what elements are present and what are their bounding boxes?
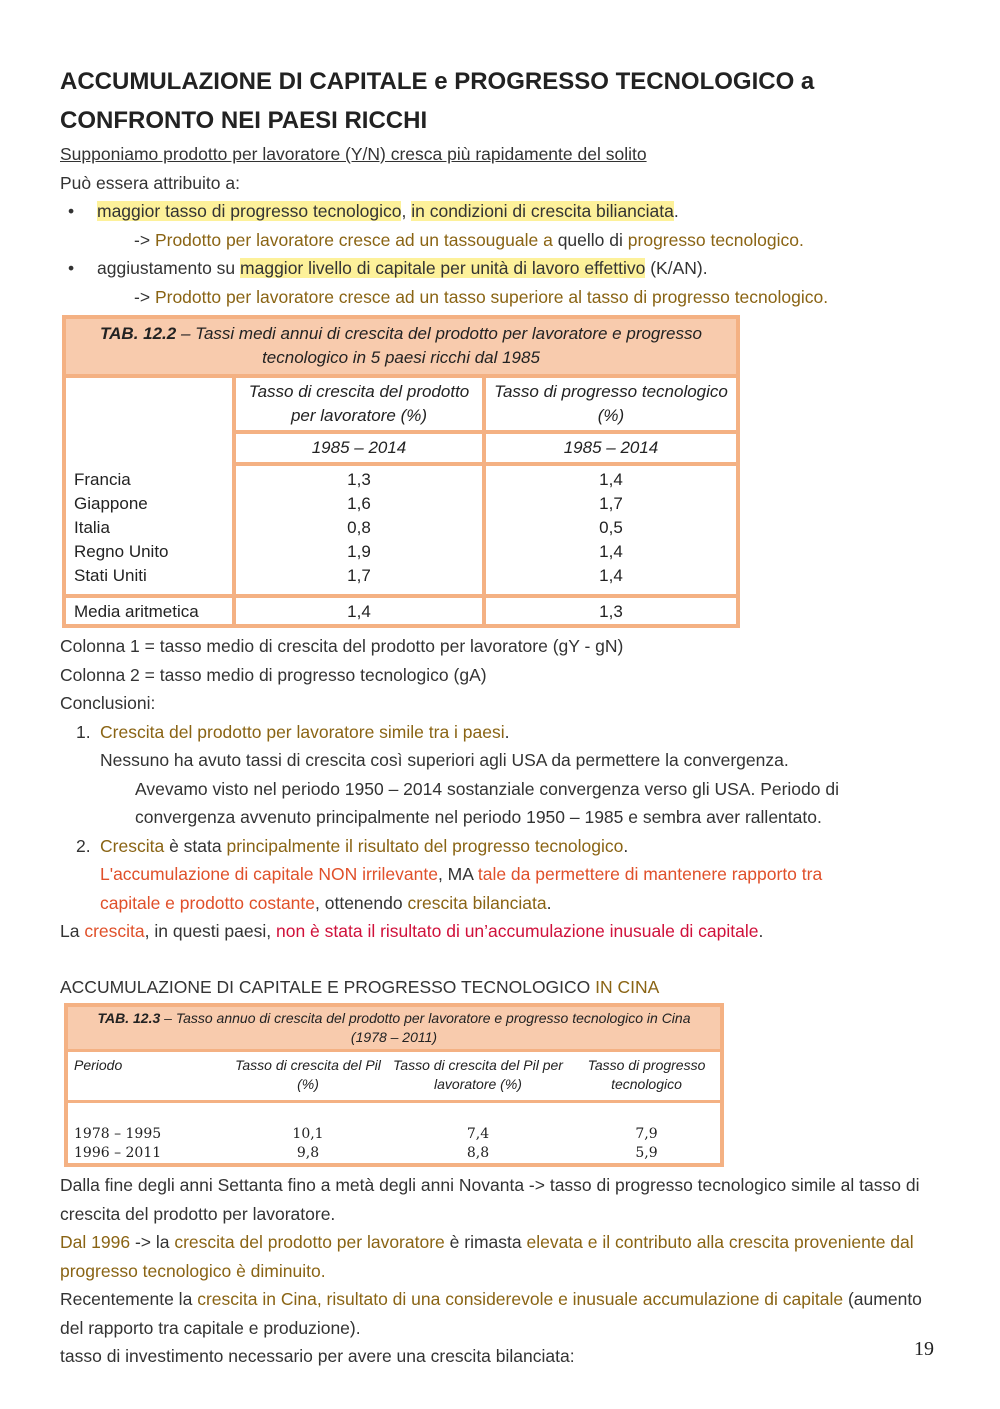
bullet-2 [60, 254, 940, 283]
note-col2: Colonna 2 = tasso medio di progresso tecnologico (gA) [60, 664, 487, 685]
arrow: -> [134, 229, 151, 250]
section2-title [60, 973, 940, 1002]
table-cell-country: Stati Uniti [74, 566, 147, 585]
table-cell-country: Regno Unito [74, 542, 169, 561]
table-12-3 [64, 1003, 724, 1167]
table-cell: 10,1 [292, 1126, 324, 1142]
conclusion-1-number: 1. [76, 721, 91, 742]
table-cell: 7,9 [635, 1126, 658, 1142]
page-number: 19 [914, 1338, 934, 1360]
conclusion-1-end: . [504, 721, 510, 742]
conclusion-1-line3: Avevamo visto nel periodo 1950 – 2014 sostanziale convergenza verso gli USA. Periodo di [135, 778, 839, 799]
table-12-2-avg-col2: 1,3 [482, 594, 736, 624]
table-12-2-caption-label: TAB. 12.2 [100, 324, 177, 343]
china-p2-gold-3: elevata e il contributo alla crescita proveniente dal progresso tecnologico è diminuito [60, 1232, 914, 1281]
table-12-2 [62, 315, 740, 628]
summary-end: . [758, 921, 764, 941]
bullet-1-sub [60, 226, 940, 255]
page-content [60, 62, 940, 1371]
conclusion-2-end-1: . [623, 835, 629, 856]
china-paragraph-3 [60, 1285, 940, 1342]
table-12-3-grid [68, 1049, 720, 1163]
table-cell: 1978 – 1995 [74, 1126, 162, 1142]
bullet-1-sep: , [401, 201, 407, 221]
conclusion-2-line2 [60, 860, 940, 889]
note-col1: Colonna 1 = tasso medio di crescita del prodotto per lavoratore (gY - gN) [60, 636, 624, 656]
conclusion-2-red-2a: tale da permettere di mantenere rapporto tra [477, 864, 823, 884]
table-cell-value: 1,3 [347, 470, 371, 489]
conclusion-1 [60, 718, 940, 747]
table-12-3-header: Periodo [68, 1049, 233, 1103]
page-heading [60, 62, 940, 140]
table-cell-country: Italia [74, 518, 110, 537]
table-12-2-col1-period: 1985 – 2014 [232, 434, 482, 466]
china-p2-mid-1: -> la [134, 1232, 170, 1252]
table-cell: 8,8 [466, 1145, 490, 1161]
conclusion-2-mid-1: è stata [169, 835, 222, 856]
conclusion-2-mid-3: , ottenendo [315, 892, 403, 913]
summary-red: crescita [84, 921, 145, 941]
bullet-1-sub-end: . [799, 229, 804, 250]
table-12-3-header: Tasso di crescita del Pil (%) [233, 1049, 383, 1103]
bullet-2-highlight: maggior livello di capitale per unità di lavoro effettivo [240, 258, 646, 278]
table-cell-value: 1,4 [599, 566, 623, 585]
section2-title-gold: IN CINA [595, 976, 660, 997]
china-p2-gold-1: Dal 1996 [60, 1232, 131, 1252]
table-cell-value: 1,7 [347, 566, 371, 585]
conclusion-1-line4: convergenza avvenuto principalmente nel periodo 1950 – 1985 e sembra aver rallentato. [135, 807, 822, 827]
table-12-3-header: Tasso di crescita del Pil per lavoratore (%) [383, 1049, 573, 1103]
table-cell-value: 1,4 [599, 470, 623, 489]
bullet-2-pre: aggiustamento su [97, 258, 236, 278]
table-cell-country: Giappone [74, 494, 148, 513]
china-p3-pre: Recentemente la [60, 1289, 193, 1309]
table-12-2-caption-text: – Tassi medi annui di crescita del prodotto per lavoratore e progresso [180, 324, 702, 343]
table-cell-value: 0,8 [347, 518, 371, 537]
conclusion-1-gold: Crescita del prodotto per lavoratore simile tra i paesi [100, 721, 505, 742]
china-paragraph-2 [60, 1228, 940, 1285]
table-12-3-caption-line2: (1978 – 2011) [350, 1029, 438, 1045]
table-cell-value: 1,9 [347, 542, 371, 561]
conclusion-2-red-2b: capitale e prodotto costante [100, 892, 316, 913]
conclusion-1-line2: Nessuno ha avuto tassi di crescita così superiori agli USA da permettere la convergenza. [100, 750, 789, 770]
page-heading-line1: ACCUMULAZIONE DI CAPITALE e PROGRESSO TECNOLOGICO a [60, 68, 815, 95]
china-paragraph-4: tasso di investimento necessario per avere una crescita bilanciata: [60, 1346, 575, 1366]
table-12-2-col2-period: 1985 – 2014 [482, 434, 736, 466]
bullet-1-highlight-2: in condizioni di crescita bilianciata [411, 201, 674, 221]
table-cell-value: 1,6 [347, 494, 371, 513]
china-p2-end: . [320, 1260, 326, 1281]
intro-lead: Può essera attribuito a: [60, 172, 240, 193]
bullet-1-sub-mid: quello di [557, 229, 623, 250]
china-p2-gold-2: crescita del prodotto per lavoratore [174, 1232, 445, 1252]
summary-pre: La [60, 921, 80, 941]
table-12-3-caption-text: – Tasso annuo di crescita del prodotto per lavoratore e progresso tecnologico in Cina [164, 1010, 691, 1026]
conclusion-2-red-1: L'accumulazione di capitale NON irrilevante [100, 864, 438, 884]
table-12-2-caption-line2: tecnologico in 5 paesi ricchi dal 1985 [262, 348, 540, 367]
table-12-2-caption [66, 319, 736, 378]
china-p3-post: (aumento del rapporto tra capitale e produzione). [60, 1289, 922, 1338]
table-12-3-caption [68, 1007, 720, 1049]
table-12-2-col1-values [232, 466, 482, 594]
table-cell: 1996 – 2011 [74, 1145, 162, 1161]
table-cell: 7,4 [466, 1126, 490, 1142]
table-cell: 5,9 [635, 1145, 658, 1161]
section2-title-text: ACCUMULAZIONE DI CAPITALE E PROGRESSO TECNOLOGICO [60, 976, 591, 997]
conclusion-2-gold-2: principalmente il risultato del progresso tecnologico [226, 835, 624, 856]
table-12-2-col1-header: Tasso di crescita del prodotto per lavoratore (%) [232, 378, 482, 434]
summary-crimson: non è stata il risultato di un’accumulazione inusuale di capitale [275, 921, 759, 941]
conclusion-2-gold-1: Crescita [100, 835, 165, 856]
conclusion-2 [60, 832, 940, 861]
table-12-2-grid [66, 378, 736, 624]
conclusion-2-gold-3: crescita bilanciata [407, 892, 547, 913]
table-12-2-col2-header: Tasso di progresso tecnologico (%) [482, 378, 736, 434]
table-cell-value: 0,5 [599, 518, 623, 537]
bullet-1-sub-gold-2: progresso tecnologico [627, 229, 799, 250]
bullet-1-end: . [673, 201, 679, 221]
conclusion-2-number: 2. [76, 835, 91, 856]
page-heading-line2: CONFRONTO NEI PAESI RICCHI [60, 107, 428, 134]
conclusion-2-mid-2: , MA [437, 864, 473, 884]
china-p2-mid-2: è rimasta [449, 1232, 522, 1252]
china-paragraph-1: Dalla fine degli anni Settanta fino a metà degli anni Novanta -> tasso di progresso tecnologico simile al tasso di crescita del prodotto per lavoratore. [60, 1175, 920, 1224]
table-cell: 9,8 [296, 1145, 320, 1161]
bullet-2-post: (K/AN). [650, 258, 708, 278]
table-12-3-spacer [68, 1103, 720, 1125]
table-12-2-countries [66, 466, 232, 594]
bullet-1 [60, 197, 940, 226]
china-p3-gold: crescita in Cina, risultato di una considerevole e inusuale accumulazione di capitale [197, 1289, 844, 1309]
bullet-2-sub [60, 283, 940, 312]
table-cell-value: 1,4 [599, 542, 623, 561]
bullet-2-sub-gold: Prodotto per lavoratore cresce ad un tasso superiore al tasso di progresso tecnologico [154, 286, 824, 307]
table-12-3-header: Tasso di progresso tecnologico [573, 1049, 720, 1103]
table-12-2-empty-cell [66, 378, 232, 466]
table-12-3-caption-label: TAB. 12.3 [97, 1010, 161, 1026]
bullet-1-sub-gold-1: Prodotto per lavoratore cresce ad un tassouguale a [154, 229, 553, 250]
intro-underlined: Supponiamo prodotto per lavoratore (Y/N) cresca più rapidamente del solito [60, 144, 647, 164]
table-cell-value: 1,7 [599, 494, 623, 513]
conclusion-2-line3 [60, 889, 940, 918]
summary [60, 917, 940, 946]
table-cell-country: Francia [74, 470, 131, 489]
conclusions-heading: Conclusioni: [60, 693, 156, 713]
bullet-2-sub-end: . [823, 286, 829, 307]
arrow: -> [134, 286, 151, 307]
table-12-2-col2-values [482, 466, 736, 594]
conclusion-2-end-2: . [546, 892, 552, 913]
table-12-2-avg-col1: 1,4 [232, 594, 482, 624]
table-12-2-avg-label: Media aritmetica [66, 594, 232, 624]
summary-mid: , in questi paesi, [144, 921, 272, 941]
bullet-1-highlight-1: maggior tasso di progresso tecnologico [97, 201, 402, 221]
